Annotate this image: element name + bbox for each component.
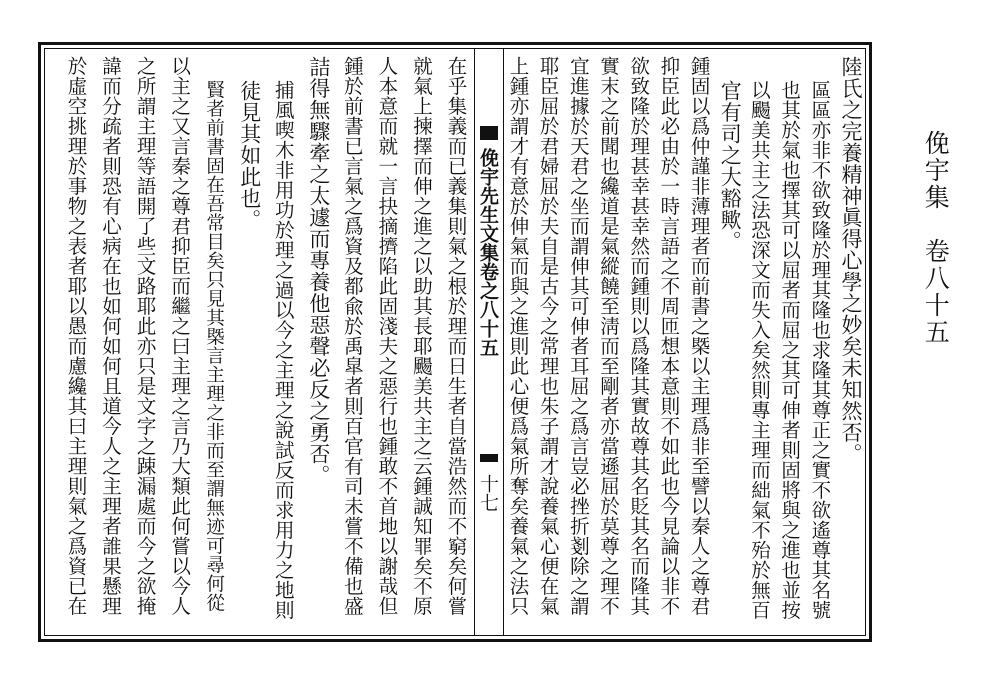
text-column: 人本意而就一言抉摘擠陷此固淺夫之惡行也鍾敢不首地以謝哉但 (375, 56, 399, 616)
text-column: 諱而分疏者則恐有心病在也如何如何且道今人之主理者誰果懸理 (99, 56, 123, 616)
text-column: 以颺美共主之法恐深文而失入矣然則專主理而絀氣不殆於無百 (747, 80, 771, 620)
text-column: 陸氏之完養精神眞得心學之妙矣未知然否。 (839, 56, 863, 465)
fold-page-number: 十七 (477, 474, 499, 512)
text-column: 鍾固以爲仲謹非薄理者而前書之槩以主理爲非至譬以秦人之尊君 (687, 56, 711, 616)
text-column: 於虛空挑理於事物之表者耶以愚而慮纔其曰主理則氣之爲資已在 (64, 56, 88, 616)
text-column: 區區亦非不欲致隆於理其隆也求隆其尊正之實不欲遙尊其名號 (808, 80, 832, 620)
text-column: 實末之前聞也纔道是氣縱饒至淸而至剛者亦當遜屈於莫尊之理不 (597, 56, 621, 616)
text-column: 捕風喫木非用功於理之過以今之主理之說試反而求用力之地則 (271, 80, 295, 620)
text-column: 宜進據於天君之坐而謂伸其可伸者耳屈之爲言豈必挫折剗除之謂 (566, 56, 590, 616)
text-column: 以主之又言秦之尊君抑臣而繼之曰主理之言乃大類此何嘗以今人 (168, 56, 192, 616)
fold-fish-tail-mark-lower (480, 454, 498, 462)
text-column: 賢者前書固在吾常目矣只見其槩言主理之非而至謂無迹可尋何從 (203, 80, 225, 612)
text-column: 耶臣屈於君婦屈於夫自是古今之常理也朱子謂才說養氣心便在氣 (536, 56, 560, 616)
text-column: 也其於氣也擇其可以屈者而屈之其可伸者則固將與之進也並按 (778, 80, 802, 620)
fold-book-title: 俛宇先生文集卷之八十五 (477, 148, 499, 357)
book-header-title: 俛宇集 卷八十五 (921, 130, 951, 346)
text-column: 就氣上揀擇而伸之進之以助其長耶颺美共主之云鍾誠知罪矣不原 (409, 56, 433, 616)
fold-fish-tail-mark (480, 126, 498, 140)
text-column: 之所謂主理等語開了些文路耶此亦只是文字之踈漏處而今之欲掩 (133, 56, 157, 616)
text-column: 詰得無驟牽之太遽而專養他惡聲必反之勇否。 (306, 56, 331, 486)
text-column: 在乎集義而已義集則氣之根於理而日生者自當浩然而不窮矣何嘗 (444, 56, 468, 616)
text-column: 徒見其如此也。 (237, 80, 262, 231)
text-column: 上鍾亦謂才有意於伸氣而與之進則此心便爲氣所奪矣養氣之法只 (506, 56, 530, 616)
text-column: 欲致隆於理甚幸甚幸然而鍾則以爲隆其實故尊其名貶其名而隆其 (627, 56, 651, 616)
text-column: 抑臣此必由於一時言語之不周匝想本意則不如此也今見論以非不 (657, 56, 681, 616)
text-column: 官有司之大豁歟。 (718, 80, 743, 252)
text-column: 鍾於前書已言氣之爲資及都兪於禹皐者則百官有司未嘗不備也盛 (340, 56, 364, 616)
